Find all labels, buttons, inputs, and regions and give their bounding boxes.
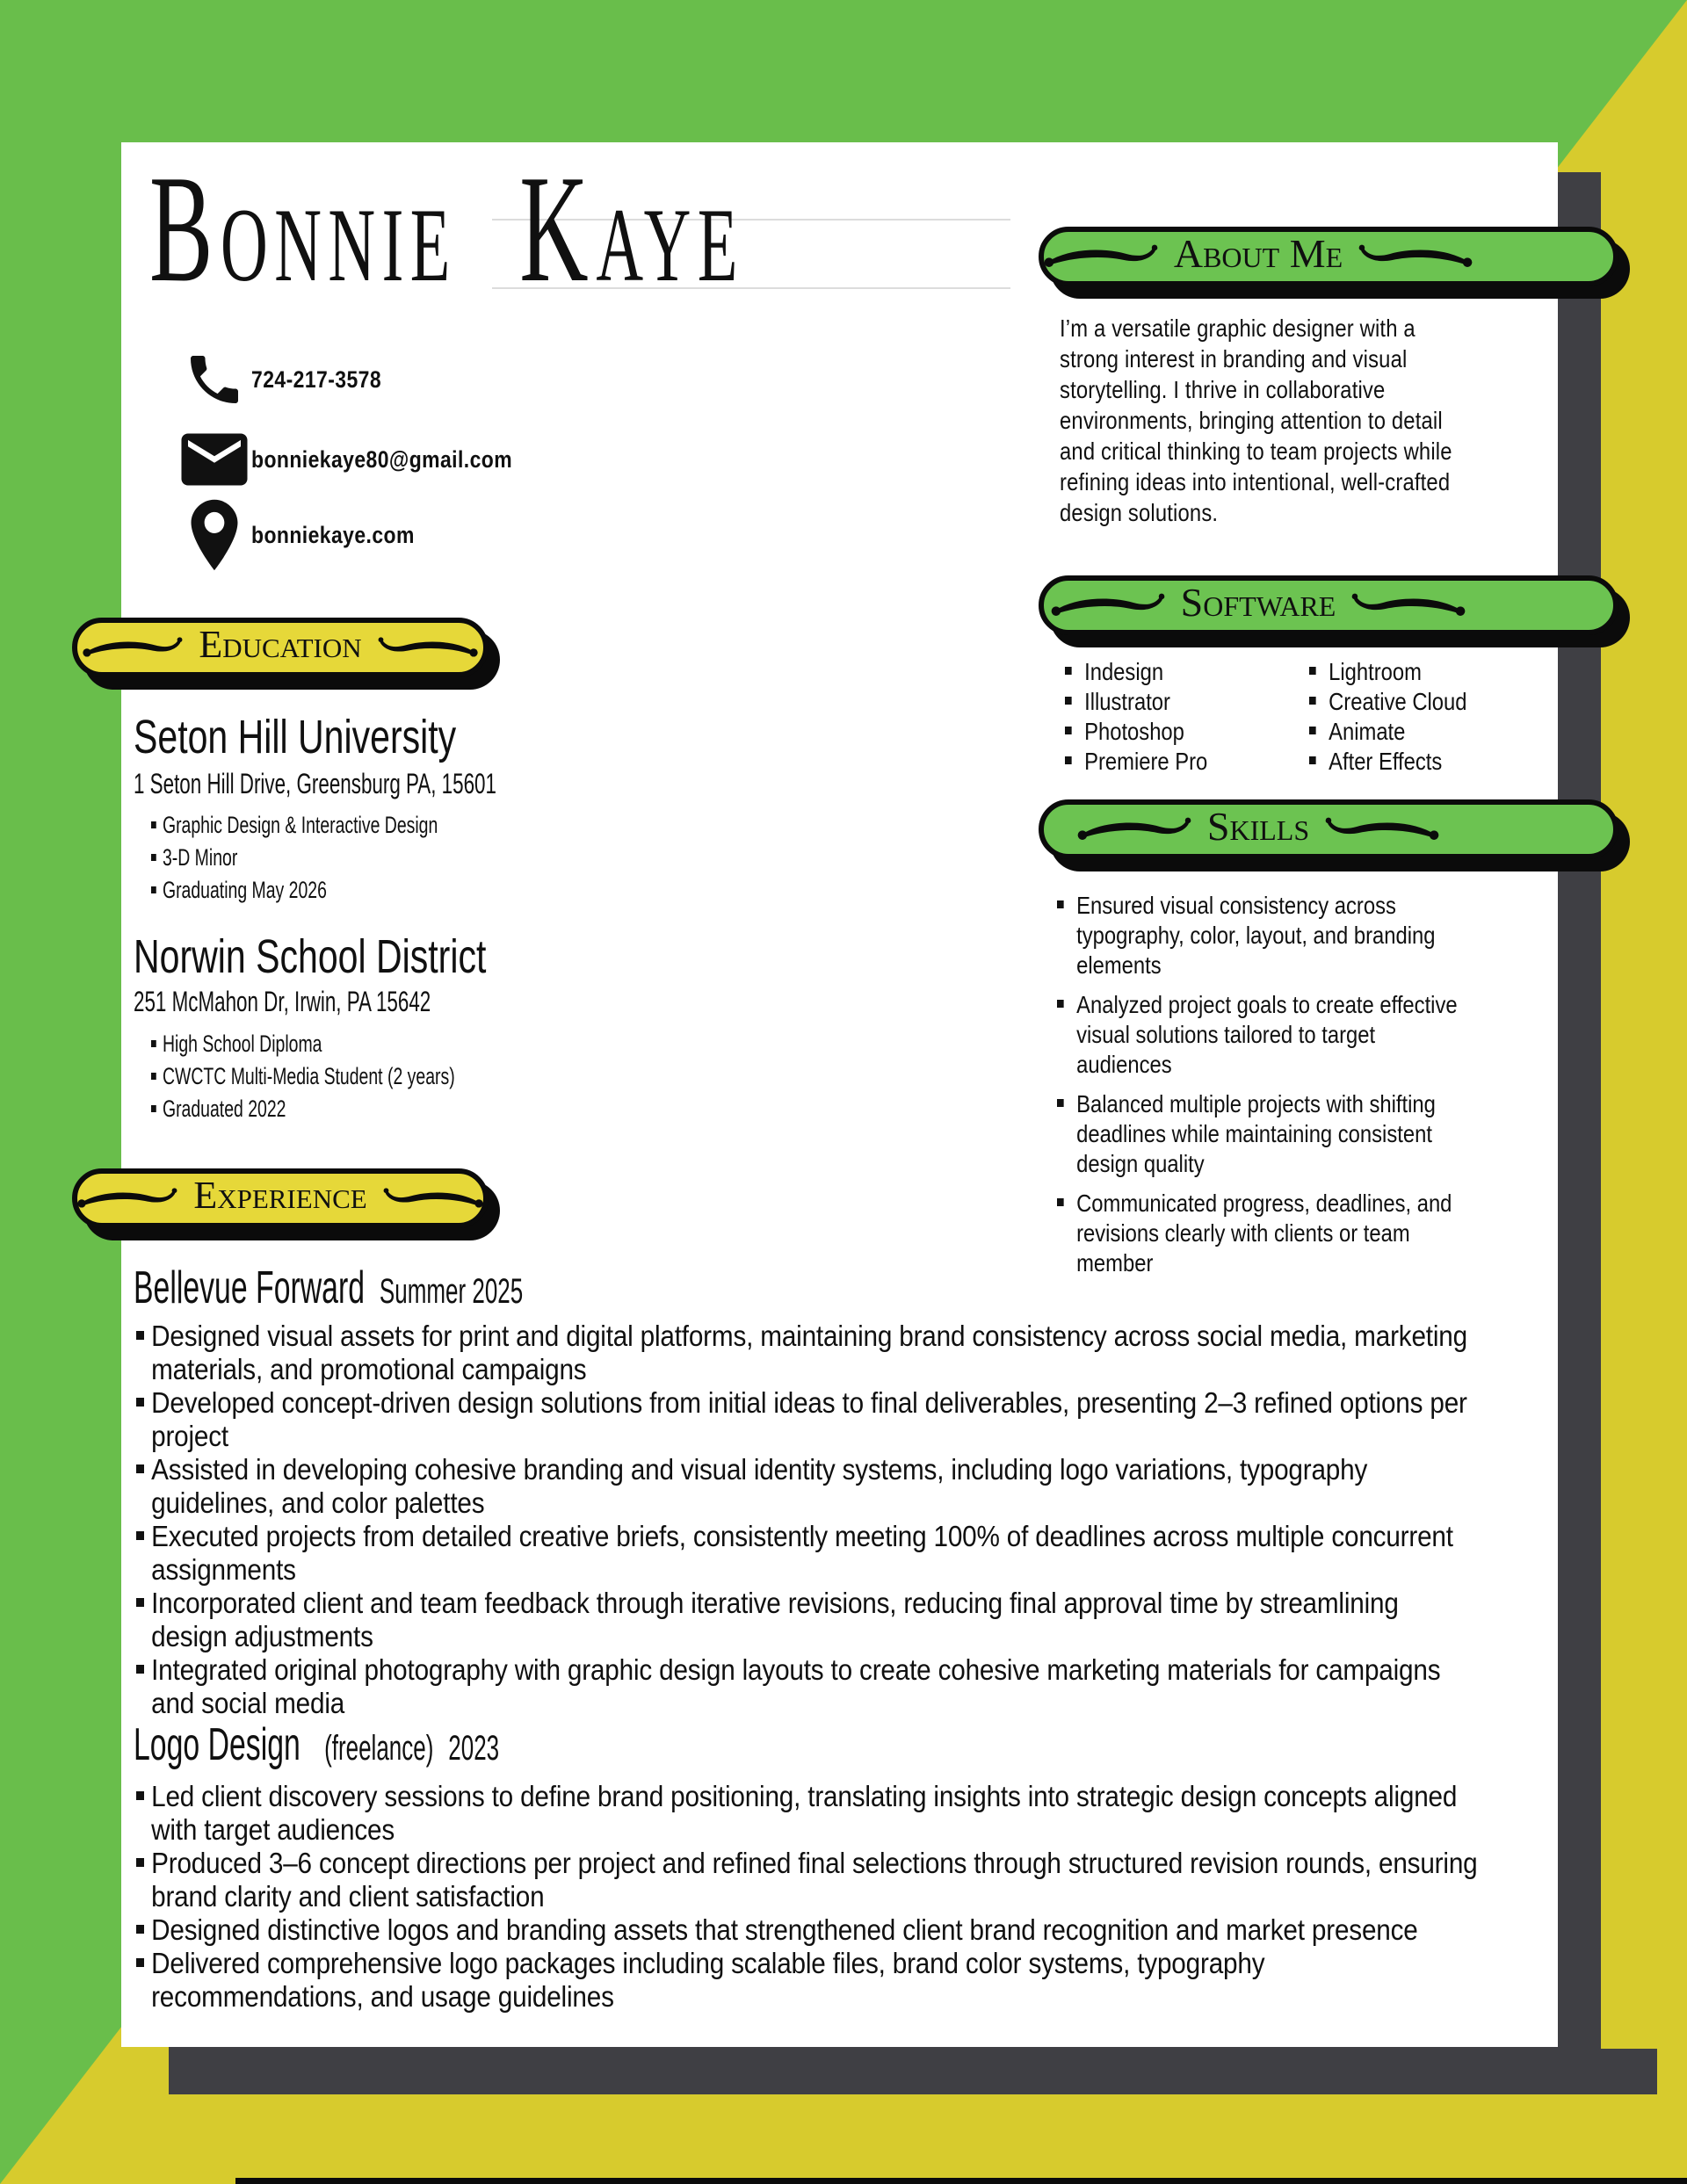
first-name-rest: ONNIE <box>221 186 457 303</box>
software-list-left <box>1065 657 1207 777</box>
about-me-heading: About Me <box>1173 231 1343 276</box>
bottom-black-edge <box>235 2178 1687 2184</box>
phone-number: 724-217-3578 <box>251 365 382 393</box>
skill-item: Ensured visual consistency across typography, color, layout, and branding elements <box>1057 891 1464 980</box>
job-bullet: Developed concept-driven design solutions from initial ideas to final deliverables, presenting 2–3 refined options per project <box>136 1386 1481 1453</box>
swash-ornament-icon <box>1049 589 1165 622</box>
swash-ornament-icon <box>1358 241 1474 273</box>
phone-icon <box>177 348 251 411</box>
job-qualifier: (freelance) <box>324 1729 434 1768</box>
software-item: After Effects <box>1309 747 1467 777</box>
job-bullets <box>136 1780 1481 2014</box>
job-heading <box>134 1719 500 1770</box>
education-banner <box>72 618 489 677</box>
job-bullet: Designed visual assets for print and digital platforms, maintaining brand consistency across social media, marketing materials, and promotional campaigns <box>136 1320 1481 1386</box>
swash-ornament-icon <box>81 633 183 662</box>
swash-ornament-icon <box>1351 589 1467 622</box>
software-heading: Software <box>1180 580 1336 625</box>
experience-banner <box>72 1168 489 1228</box>
skills-heading: Skills <box>1206 804 1310 849</box>
contact-row-email <box>177 429 558 490</box>
education-bullet: Graduating May 2026 <box>151 874 438 907</box>
school-address: 251 McMahon Dr, Irwin, PA 15642 <box>134 986 431 1017</box>
skills-banner <box>1039 799 1618 859</box>
software-item: Photoshop <box>1065 717 1207 747</box>
job-bullet: Executed projects from detailed creative briefs, consistently meeting 100% of deadlines across multiple concurrent assignments <box>136 1520 1481 1587</box>
job-bullet: Led client discovery sessions to define brand positioning, translating insights into strategic design concepts aligned with target audiences <box>136 1780 1481 1847</box>
education-bullet: Graphic Design & Interactive Design <box>151 809 438 842</box>
swash-ornament-icon <box>383 1184 485 1213</box>
swash-ornament-icon <box>76 1184 177 1213</box>
skill-item: Communicated progress, deadlines, and revisions clearly with clients or team member <box>1057 1189 1464 1278</box>
location-pin-icon <box>177 499 251 571</box>
first-name-initial: B <box>149 143 221 314</box>
person-name <box>149 143 744 314</box>
swash-ornament-icon <box>1042 241 1158 273</box>
swash-ornament-icon <box>1325 814 1441 846</box>
education-bullet: High School Diploma <box>151 1028 455 1060</box>
education-bullet: 3-D Minor <box>151 842 438 874</box>
skills-list <box>1057 891 1464 1288</box>
job-bullet: Designed distinctive logos and branding assets that strengthened client brand recognition and market presence <box>136 1913 1481 1947</box>
job-date: 2023 <box>448 1729 500 1768</box>
skill-item: Analyzed project goals to create effective visual solutions tailored to target audiences <box>1057 990 1464 1080</box>
contact-row-phone <box>177 344 404 415</box>
website-url[interactable]: bonniekaye.com <box>251 521 415 548</box>
job-title: Bellevue Forward <box>134 1262 366 1313</box>
swash-ornament-icon <box>1075 814 1191 846</box>
school-name: Seton Hill University <box>134 711 457 763</box>
job-bullet: Assisted in developing cohesive branding and visual identity systems, including logo variations, typography guidelines, and color palettes <box>136 1453 1481 1520</box>
about-me-text: I’m a versatile graphic designer with a strong interest in branding and visual storytelling. I thrive in collaborative environments, bringing attention to detail and critical thinking to team projects while refining ideas into intentional, well-crafted design solutions. <box>1060 315 1452 526</box>
email-address[interactable]: bonniekaye80@gmail.com <box>251 445 513 473</box>
software-item: Indesign <box>1065 657 1207 687</box>
school-name: Norwin School District <box>134 930 487 983</box>
software-list-right <box>1309 657 1467 777</box>
school-address: 1 Seton Hill Drive, Greensburg PA, 15601 <box>134 768 496 799</box>
job-bullet: Delivered comprehensive logo packages including scalable files, brand color systems, typography recommendations, and usage guidelines <box>136 1947 1481 2014</box>
job-date: Summer 2025 <box>379 1272 524 1311</box>
education-bullets <box>151 1028 455 1125</box>
software-item: Creative Cloud <box>1309 687 1467 717</box>
last-name-initial: K <box>519 143 597 314</box>
job-bullet: Incorporated client and team feedback through iterative revisions, reducing final approval time by streamlining design adjustments <box>136 1587 1481 1653</box>
contact-row-website <box>177 497 444 573</box>
job-title: Logo Design <box>134 1719 300 1770</box>
job-heading <box>134 1262 524 1313</box>
education-bullet: CWCTC Multi-Media Student (2 years) <box>151 1060 455 1093</box>
job-bullet: Integrated original photography with graphic design layouts to create cohesive marketing materials for campaigns and social media <box>136 1653 1481 1720</box>
swash-ornament-icon <box>378 633 480 662</box>
education-bullets <box>151 809 438 907</box>
software-item: Animate <box>1309 717 1467 747</box>
software-item: Illustrator <box>1065 687 1207 717</box>
experience-heading: Experience <box>193 1174 367 1217</box>
job-bullet: Produced 3–6 concept directions per project and refined final selections through structured revision rounds, ensuring brand clarity and client satisfaction <box>136 1847 1481 1913</box>
software-item: Lightroom <box>1309 657 1467 687</box>
education-bullet: Graduated 2022 <box>151 1093 455 1125</box>
job-bullets <box>136 1320 1481 1720</box>
about-me-banner <box>1039 227 1618 286</box>
skill-item: Balanced multiple projects with shifting deadlines while maintaining consistent design quality <box>1057 1089 1464 1179</box>
software-banner <box>1039 575 1618 635</box>
last-name-rest: AYE <box>596 186 744 303</box>
envelope-icon <box>177 432 251 487</box>
page-drop-shadow-corner <box>1601 2049 1657 2094</box>
education-heading: Education <box>199 623 362 666</box>
software-item: Premiere Pro <box>1065 747 1207 777</box>
